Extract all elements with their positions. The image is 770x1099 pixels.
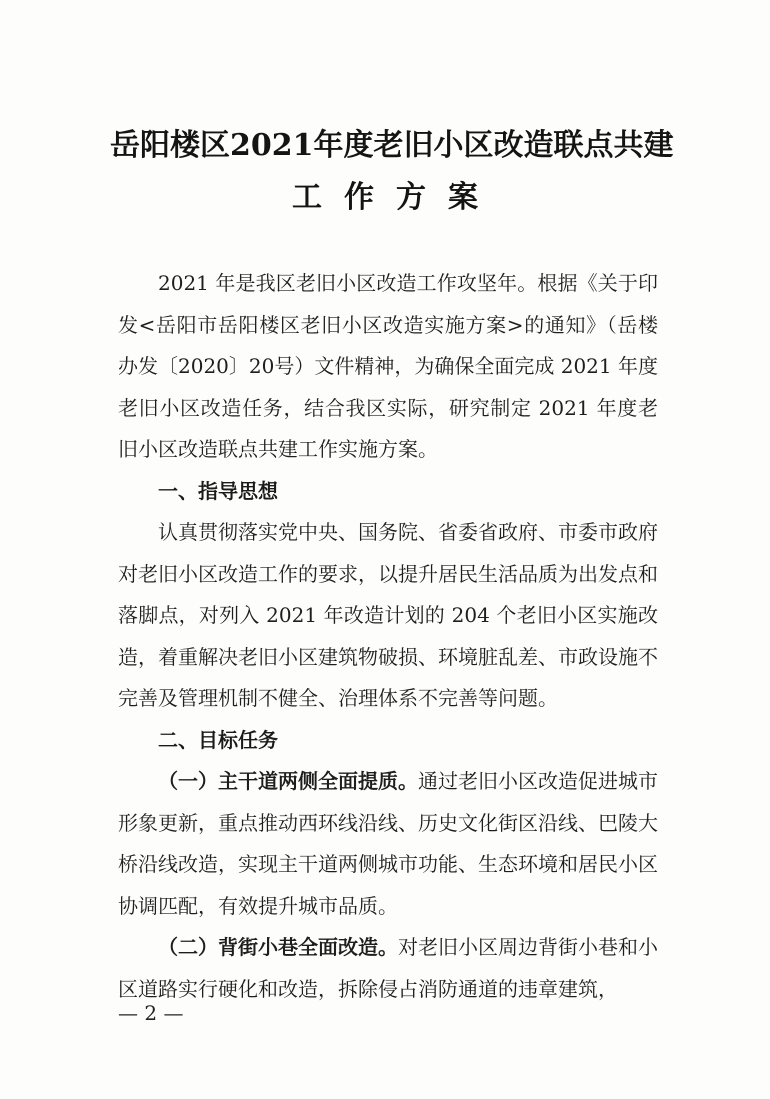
task-item-1	[118, 761, 658, 927]
task-item-1-lead: （一）主干道两侧全面提质。	[158, 769, 418, 793]
guiding-thought-paragraph: 认真贯彻落实党中央、国务院、省委省政府、市委市政府对老旧小区改造工作的要求，以提升居民生活品质为出发点和落脚点，对列入 2021 年改造计划的 204 个老旧小区实施改造，着重解决老旧小区建筑物破损、环境脏乱差、市政设施不完善及管理机制不健全、治理体系不完善等问题。	[118, 520, 658, 710]
task-item-2-lead: （二）背街小巷全面改造。	[158, 935, 398, 959]
task-item-2-text: 对老旧小区周边背街小巷和小区道路实行硬化和改造，拆除侵占消防通道的违章建筑，	[118, 935, 658, 1001]
document-title-line-2: 工作方案	[292, 180, 500, 215]
document-title-line-1: 岳阳楼区2021年度老旧小区改造联点共建	[110, 128, 674, 163]
section-heading-guiding-thought: 一、指导思想	[158, 478, 278, 503]
intro-paragraph: 2021 年是我区老旧小区改造工作攻坚年。根据《关于印发<岳阳市岳阳楼区老旧小区改造实施方案>的通知》（岳楼办发〔2020〕20号）文件精神，为确保全面完成 2021 年度老旧小区改造任务，结合我区实际，研究制定 2021 年度老旧小区改造联点共建工作实施方案。	[118, 271, 658, 461]
section-heading-goals-tasks: 二、目标任务	[158, 727, 278, 752]
document-body	[118, 263, 658, 1010]
task-item-2	[118, 927, 658, 1010]
page-number: — 2 —	[118, 1001, 184, 1025]
task-item-1-text: 通过老旧小区改造促进城市形象更新，重点推动西环线沿线、历史文化街区沿线、巴陵大桥沿线改造，实现主干道两侧城市功能、生态环境和居民小区协调匹配，有效提升城市品质。	[118, 769, 658, 918]
